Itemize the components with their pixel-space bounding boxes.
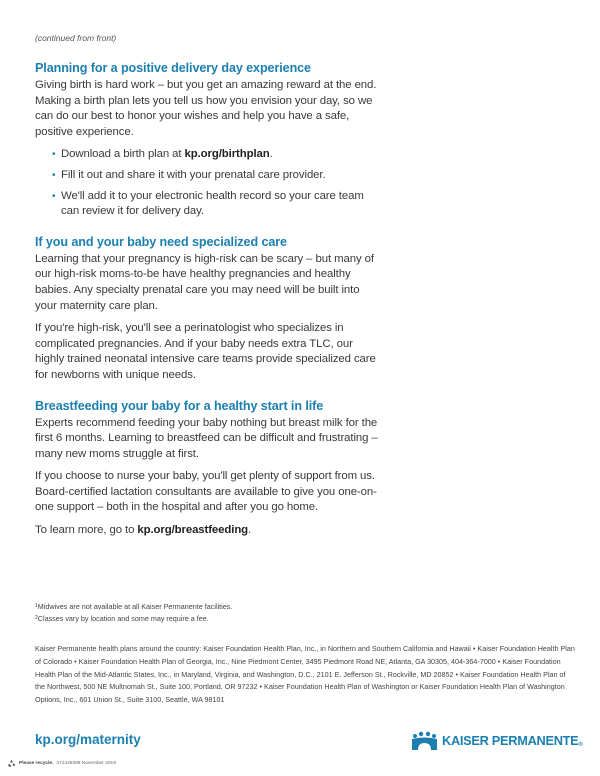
bullet-dot-icon: • xyxy=(52,149,56,161)
footnotes xyxy=(35,601,575,625)
bullet-item: • We'll add it to your electronic health record so your care team can review it for delivery day. xyxy=(52,189,364,218)
bullet-dot-icon: • xyxy=(52,190,56,202)
continued-note: (continued from front) xyxy=(35,33,117,43)
paragraph: Learning that your pregnancy is high-risk can be scary – but many of our high-risk moms-to-be have healthy pregnancies and healthy babies. Any specialty prenatal care you may need will be built into your maternity care plan. xyxy=(35,252,374,312)
closing-paragraph: To learn more, go to kp.org/breastfeeding. xyxy=(35,524,252,537)
section-breastfeeding xyxy=(35,398,380,539)
paragraph: If you're high-risk, you'll see a perinatologist who specializes in complicated pregnancies. And if your baby needs extra TLC, our highly trained neonatal intensive care teams provide specialized care for newborns with unique needs. xyxy=(35,322,376,381)
bullet-item: • Fill it out and share it with your prenatal care provider. xyxy=(52,168,380,184)
paragraph: Giving birth is hard work – but you get an amazing reward at the end. Making a birth plan lets you tell us how you envision your day, so we can do our best to honor your wishes and help you have a safe, positive experience. xyxy=(35,79,377,138)
kp-people-logo-icon xyxy=(411,731,438,750)
footnote: $^1$Midwives are not available at all Kaiser Permanente facilities. xyxy=(35,602,233,611)
recycle-notice: Please recycle. 371426398 November 2019 xyxy=(7,759,116,768)
main-content xyxy=(35,60,380,553)
paragraph: If you choose to nurse your baby, you'll get plenty of support from us. Board-certified lactation consultants are available to give you one-on-one support – both in the hospital and after you go home. xyxy=(35,470,377,514)
bullet-item: • Download a birth plan at kp.org/birthplan. xyxy=(52,147,380,163)
bullet-dot-icon: • xyxy=(52,169,56,181)
section-title: Planning for a positive delivery day experience xyxy=(35,61,311,75)
section-delivery-plan xyxy=(35,60,380,220)
footnote: $^2$Classes vary by location and some may require a fee. xyxy=(35,614,209,623)
maternity-url-link[interactable]: kp.org/maternity xyxy=(35,732,141,747)
breastfeeding-link[interactable]: kp.org/breastfeeding xyxy=(137,524,249,537)
birthplan-link[interactable]: kp.org/birthplan xyxy=(184,148,270,161)
section-title: If you and your baby need specialized care xyxy=(35,234,287,249)
section-specialized-care xyxy=(35,234,380,384)
section-title: Breastfeeding your baby for a healthy start in life xyxy=(35,398,324,413)
bullet-list xyxy=(52,147,380,219)
paragraph: Experts recommend feeding your baby nothing but breast milk for the first 6 months. Learning to breastfeed can be difficult and frustrating – many new moms struggle at first. xyxy=(35,416,378,460)
logo-wordmark: KAISER PERMANENTE® xyxy=(442,733,583,748)
legal-disclaimer: Kaiser Permanente health plans around the country: Kaiser Foundation Health Plan, Inc., in Northern and Southern California and Hawaii • Kaiser Foundation Health Plan of Colorado • Kaiser Foundation Health Plan of Georgia, Inc., Nine Piedmont Center, 3495 Piedmont Road NE, Atlanta, GA 30305, 404-364-7000 • Kaiser Foundation Health Plan of the Mid-Atlantic States, Inc., in Maryland, Virginia, and Washington, D.C., 2101 E. Jefferson St., Rockville, MD 20852 • Kaiser Foundation Health Plan of the Northwest, 500 NE Multnomah St., Suite 100, Portland, OR 97232 • Kaiser Foundation Health Plan of Washington or Kaiser Foundation Health Plan of Washington Options, Inc., 601 Union St., Suite 3100, Seattle, WA 98101 xyxy=(35,644,575,705)
recycle-icon xyxy=(7,759,16,768)
kaiser-permanente-logo xyxy=(411,731,583,750)
